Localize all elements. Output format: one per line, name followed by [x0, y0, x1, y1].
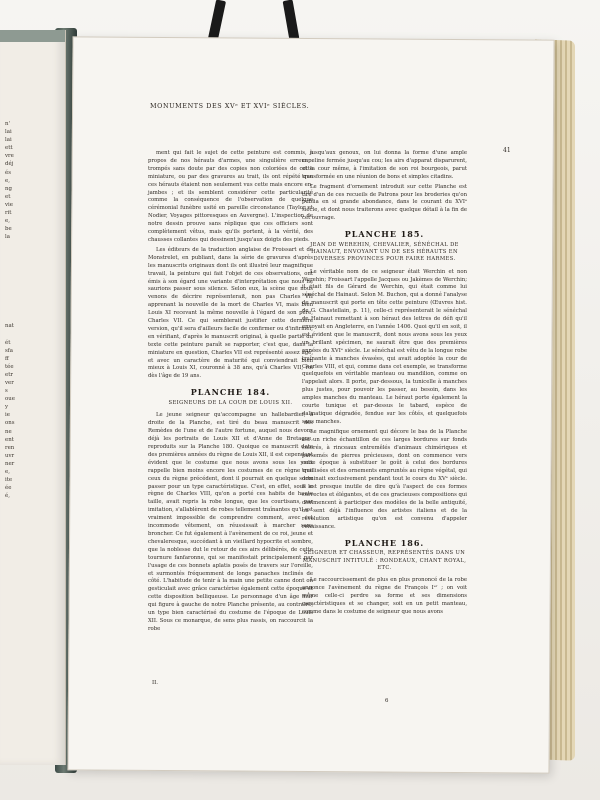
- left-fragment-line: ett: [5, 145, 13, 152]
- paragraph: Le fragment d'ornement introduit sur cette Planche est tiré d'un de ces recueils de Patrons pour les broderies qu'on publia en si grande abondance, dans le courant du XVIᵉ siècle, et dont nous traiterons avec quelque détail à la fin de cet ouvrage.: [302, 183, 467, 222]
- left-fragment-line: y: [5, 404, 9, 411]
- left-fragment-line: ng: [5, 185, 12, 192]
- left-fragment-line: [5, 282, 25, 290]
- paragraph: Le jeune seigneur qu'accompagne un hallebardier, à droite de la Planche, est tiré du beau manuscrit des Remèdes de l'une et de l'autre fortune, auquel nous devons déjà les portraits de Louis XII et d'Anne de Bretagne, reproduits sur la Planche 180. Quoique ce manuscrit date des premières années du règne de Louis XII, il est cependant évident que le costume que nous avons sous les yeux rappelle bien moins encore les costumes de ce règne que ceux du règne précédent, dont il pourrait en quelque sorte passer pour un type caractéristique. C'est, en effet, sous le règne de Charles VIII, qu'on a porté ces habits de haute taille, avait repris la robe longue, que les courtisans, par imitation, s'allablèrent de robes tellement traînantes qu'il est vraiment impossible de comprendre comment, avec cet incommode vêtement, on réussissait à marcher sans broncher. Ce fut également à l'avènement de ce roi, jeune et chevaleresque, succédant à un vieillard hypocrite et sombre, que la noblesse dut le retour de ces airs délibérés, de cette tournure fanfaronne, qui se manifestait principalement par l'usage de ces bonnets aplatis posés de travers sur l'oreille, et surmontés fréquemment de longs panaches inclinés de côté. L'habitude de tenir à la main une petite canne dont on gesticulait avec grâce caractérise également cette époque et cette disposition belliqueuse. Le personnage d'un âge mûr qui figure à gauche de notre Planche présente, au contraire, un type bien caractérisé du costume de l'époque de Louis XII. Sous ce monarque, de sens plus rassis, on raccourcit la robe: [148, 412, 313, 632]
- left-fragment-line: [5, 258, 25, 266]
- left-signature: II.: [152, 680, 158, 686]
- left-fragment-line: ons: [5, 420, 15, 427]
- paragraph: ment qui fait le sujet de cette peinture est commis, à propos de nos hérauts d'armes, une singulière erreur : trompés sans doute par des copies non coloriées de cette miniature, ou par des gravures au trait, ils ont répété que ces hérauts étaient non seulement vus cette mais encore en-jambes ; et ils semblent considérer cette particularité comme la conséquence de l'observation de quelque cérémonial funèbre usité en pareille circonstance (Taylor et Nodier, Voyages pittoresques en Auvergne). L'inspection de notre dessin prouve sans réplique que ces officiers sont complètement vêtus, mais qu'ils portent, à la vérité, des chausses collantes qui dessinent jusqu'aux doigts des pieds.: [148, 150, 313, 243]
- left-fragment-line: [5, 274, 25, 282]
- running-head: MONUMENTS DES XVᵉ ET XVIᵉ SIÈCLES.: [150, 102, 310, 110]
- paragraph: Le magnifique ornement qui décore le bas de la Planche est un riche échantillon de ces larges bordures sur fonds colorés, à rinceaux entremêlés d'animaux chimériques et parsemés de pierres précieuses, dont on commence vers cette époque à substituer le goût à celui des bordures treillisées et des ornements empruntés au règne végétal, qui dominait exclusivement pendant tout le cours du XVᵉ siècle. Il est presque inutile de dire qu'à l'aspect de ces formes correctes et élégantes, et de ces gracieuses compositions qui commencent à participer des modèles de la belle antiquité, on sent déjà l'influence des artistes italiens et de la révolution artistique qu'on est convenu d'appeler renaissance.: [302, 428, 467, 530]
- left-fragment-line: ver: [5, 380, 14, 386]
- paragraph: jusqu'aux genoux, on lui donna la forme d'une ample capeline fermée jusqu'au cou; les airs d'apparat disparurent, et la cour même, à l'imitation de son roi bourgeois, parut transformée en une réunion de bons et simples citadins.: [302, 150, 467, 180]
- left-fragment-line: ne: [5, 428, 12, 435]
- left-fragment-line: e,: [5, 469, 10, 476]
- left-page: [0, 30, 66, 765]
- left-fragment-line: ner: [5, 460, 15, 467]
- left-fragment-line: la: [5, 234, 10, 241]
- paragraph: Le raccourcissement de plus en plus prononcé de la robe annonce l'avènement du règne de François Iᵉʳ ; on voit même celle-ci perdre sa forme et ses dimensions caractéristiques et se changer, soit en un petit manteau, comme dans le costume de seigneur que nous avons: [302, 577, 467, 615]
- plate-subtitle-184: SEIGNEURS DE LA COUR DE LOUIS XII.: [168, 400, 293, 407]
- plate-heading-186: PLANCHE 186.: [344, 537, 425, 548]
- left-column: [148, 150, 313, 636]
- left-fragment-line: et: [5, 193, 11, 200]
- plate-subtitle-185: JEAN DE WEREHIN, CHEVALIER, SÉNÉCHAL DE HAINAUT, ENVOYANT UN DE SES HÉRAUTS EN DIVERSES PROVINCES POUR FAIRE HARMES.: [310, 242, 459, 263]
- left-fragment-line: tée: [5, 363, 14, 370]
- left-fragment-line: e,: [5, 218, 10, 225]
- left-fragment-line: [5, 266, 25, 274]
- paragraph: Le véritable nom de ce seigneur était Werchin et non Werehin; Froissart l'appelle Jacques ou Jakèmes de Werchin; il était fils de Gérard de Werchin, qui était comme lui sénéchal de Hainaut. Selon M. Buchon, qui a donné l'analyse du manuscrit qui porte en tête cette peinture (Œuvres hist. de G. Chastellain, p. 11), celle-ci représenterait le sénéchal de Hainaut remettant à son héraut des lettres de défi qu'il envoyait en Angleterre, en l'année 1406. Quoi qu'il en soit, il est évident que le manuscrit, dont nous avons sous les yeux un brillant spécimen, ne saurait être que des premières années du XVIᵉ siècle. Le sénéchal est vêtu de la longue robe traînante à manches évasées, qui avait adoptée la cour de Charles VIII, et qui, comme dans cet exemple, se transforme quelquefois en véritable manteau ou mandilion, comme on l'appelait alors. Il porte, par-dessous, la tunicelle à manches plus justes, pour pouvoir les passer, au besoin, dans les amples manches du manteau. Le héraut porte également la courte tunique et par-dessus le tabard, espèce de dalmatique dégradée, fendue sur les côtés, et quelquefois sans manches.: [302, 268, 467, 425]
- right-column: [302, 150, 467, 619]
- left-fragment-line: vie: [5, 201, 13, 208]
- page-number: 41: [503, 147, 511, 154]
- right-signature: 6: [385, 698, 389, 704]
- left-fragment-line: déj: [5, 161, 14, 168]
- left-fragment-line: ie: [5, 412, 10, 419]
- paragraph: Les éditeurs de la traduction anglaise de Froissart et de Monstrelet, en publiant, dans la série de gravures d'après les manuscrits originaux dont ils ont illustré leur magnifique travail, la peinture qui fait l'objet de ces observations, ont émis à son égard une variante d'interprétation que nous ne saurions passer sous silence. Selon eux, la scène que nous venons de décrire représenterait, non pas Charles VII apprenant la nouvelle de la mort de Charles VI, mais bien Louis XI recevant la même nouvelle à l'égard de son père, Charles VII. Ce qui semblerait justifier cette dernière version, qu'il sera d'ailleurs facile de confirmer ou d'infirmer, en vérifiant, d'après le manuscrit original, à quelle partie du texte cette peinture paraît se rapporter, c'est que, dans la miniature en question, Charles VII est représenté assez âgé, et avec un caractère de maturité qui conviendrait bien mieux à Louis XI, couronné à 38 ans, qu'à Charles VII, roi dès l'âge de 19 ans.: [148, 246, 313, 380]
- left-fragment-line: be: [5, 226, 12, 233]
- left-page-text-fragments: [5, 120, 25, 500]
- left-fragment-line: etr: [5, 371, 13, 378]
- left-fragment-line: [5, 314, 25, 322]
- left-fragment-line: ent: [5, 436, 14, 443]
- left-fragment-line: [5, 241, 25, 249]
- left-fragment-line: ét: [5, 339, 11, 346]
- left-fragment-line: nat: [5, 323, 14, 330]
- left-fragment-line: ff: [5, 355, 9, 362]
- left-fragment-line: ée: [5, 485, 12, 492]
- plate-subtitle-186: SEIGNEUR ET CHASSEUR, REPRÉSENTÉS DANS UN MANUSCRIT INTITULÉ : RONDEAUX, CHANT ROYAL, ETC.: [302, 550, 467, 571]
- left-fragment-line: [5, 330, 25, 338]
- left-fragment-line: ren: [5, 444, 15, 451]
- left-fragment-line: [5, 306, 25, 314]
- left-fragment-line: [5, 298, 25, 306]
- left-fragment-line: [5, 290, 25, 298]
- left-fragment-line: oue: [5, 396, 15, 403]
- left-fragment-line: é,: [5, 493, 10, 500]
- plate-heading-184: PLANCHE 184.: [190, 387, 271, 398]
- left-fragment-line: lai: [5, 129, 12, 136]
- left-fragment-line: uvr: [5, 452, 15, 459]
- left-fragment-line: ite: [5, 477, 13, 484]
- left-fragment-line: sfa: [5, 347, 13, 354]
- left-fragment-line: lai: [5, 137, 12, 144]
- left-fragment-line: n': [5, 121, 10, 127]
- cover-edge: [0, 30, 65, 42]
- left-fragment-line: e,: [5, 177, 10, 184]
- left-fragment-line: s: [5, 388, 8, 395]
- left-fragment-line: és: [5, 169, 11, 176]
- left-fragment-line: [5, 250, 25, 258]
- left-fragment-line: vre: [5, 153, 14, 160]
- left-fragment-line: rit: [5, 210, 12, 217]
- plate-heading-185: PLANCHE 185.: [344, 229, 425, 240]
